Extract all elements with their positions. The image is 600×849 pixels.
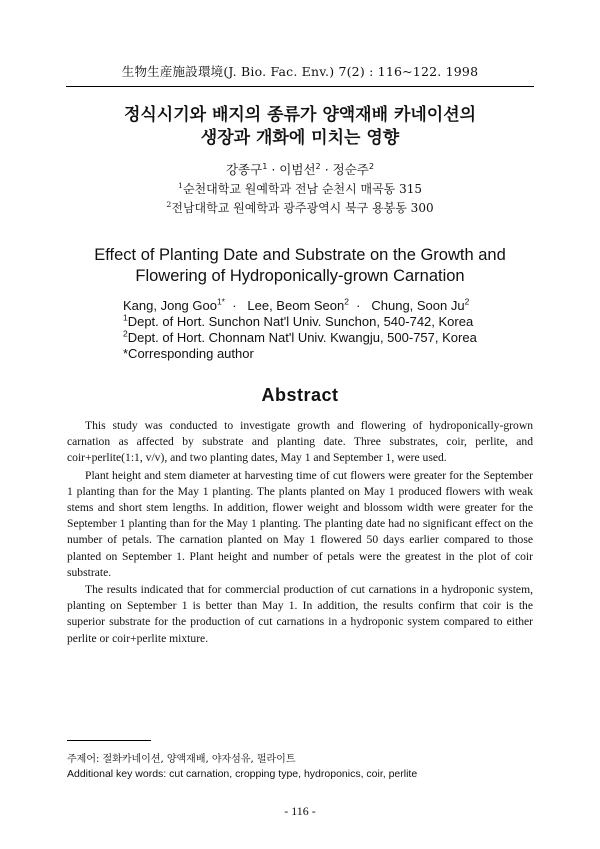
korean-affiliation-2-text: 전남대학교 원예학과 광주광역시 북구 용봉동 300: [171, 201, 434, 215]
page-number: - 116 -: [284, 804, 316, 818]
english-title-line-1: Effect of Planting Date and Substrate on the Growth and: [94, 246, 506, 264]
english-author-1: Kang, Jong Goo: [123, 298, 217, 313]
korean-author-1: 강종구: [225, 162, 263, 177]
footnote-rule: [67, 740, 151, 741]
header-rule: [66, 86, 534, 87]
korean-author-1-mark: 1: [262, 160, 268, 171]
korean-affiliation-1-mark: 1: [177, 181, 183, 190]
english-author-3: Chung, Soon Ju: [371, 298, 465, 313]
english-author-3-mark: 2: [464, 296, 470, 307]
english-affiliation-1-text: Dept. of Hort. Sunchon Nat'l Univ. Sunchon, 540-742, Korea: [127, 314, 474, 329]
english-author-1-mark: 1*: [216, 296, 225, 307]
english-author-block: [123, 298, 543, 362]
running-head: 生物生産施設環境(J. Bio. Fac. Env.) 7(2) : 116~122. 1998: [121, 64, 479, 79]
korean-affiliation-2: [0, 199, 600, 216]
english-author-2-mark: 2: [344, 296, 349, 307]
korean-affiliation-2-mark: 2: [166, 200, 172, 209]
korean-keywords: 주제어: 절화카네이션, 양액재배, 야자섬유, 펄라이트: [67, 754, 296, 765]
abstract-paragraph: Plant height and stem diameter at harvesting time of cut flowers were greater for the September 1 planting than for the May 1 planting. The plants planted on May 1 produced flowers with weak stems and short stem lengths. In addition, flower weight and blossom width were greater for the September 1 planting than for the May 1 planting. The planting date had no significant effect on the number of petals. The carnation planted on May 1 flowered 50 days earlier compared to those planted on September 1. Plant height and number of petals were the greatest in the plot of coir substrate.: [67, 468, 533, 579]
english-affiliation-2: [123, 330, 543, 346]
english-affiliation-1-mark: 1: [123, 312, 128, 323]
english-affiliation-2-mark: 2: [123, 328, 128, 339]
korean-authors: 강종구$^1$ · 이범선$^2$ · 정순주$^2$: [225, 160, 375, 177]
abstract-body: [67, 418, 533, 648]
korean-affiliation-1-text: 순천대학교 원예학과 전남 순천시 매곡동 315: [182, 182, 422, 196]
english-authors: Kang, Jong Goo$^{1*}$ · Lee, Beom Seon$^2$ · Chung, Soon Ju$^2$: [123, 296, 470, 313]
abstract-heading: Abstract: [261, 385, 339, 405]
korean-author-3-mark: 2: [368, 160, 375, 171]
english-keywords: Additional key words: cut carnation, cropping type, hydroponics, coir, perlite: [67, 768, 418, 780]
abstract-paragraph: The results indicated that for commercial production of cut carnations in a hydroponic system, planting on September 1 is better than May 1. In addition, the results confirm that coir is the superior substrate for the production of cut carnations in a hydroponic system compared to either perlite or coir+perlite mixture.: [67, 583, 533, 645]
corresponding-author-note: *Corresponding author: [123, 346, 254, 361]
korean-title-line-2: 생장과 개화에 미치는 영향: [200, 128, 400, 148]
english-affiliation-2-text: Dept. of Hort. Chonnam Nat'l Univ. Kwangju, 500-757, Korea: [127, 330, 477, 345]
korean-author-3: 정순주: [332, 162, 369, 177]
abstract-paragraph: This study was conducted to investigate growth and flowering of hydroponically-grown carnation as affected by substrate and planting date. Three substrates, coir, perlite, and coir+perlite(1:1, v/v), and two planting dates, May 1 and September 1, were used.: [67, 419, 533, 465]
korean-title-line-1: 정식시기와 배지의 종류가 양액재배 카네이션의: [123, 105, 477, 125]
english-author-2: Lee, Beom Seon: [247, 298, 345, 313]
korean-affiliation-1: [0, 180, 600, 197]
korean-author-2-mark: 2: [315, 160, 321, 171]
korean-author-2: 이범선: [279, 162, 316, 177]
english-title-line-2: Flowering of Hydroponically-grown Carnation: [135, 267, 465, 285]
english-affiliation-1: [123, 314, 543, 330]
